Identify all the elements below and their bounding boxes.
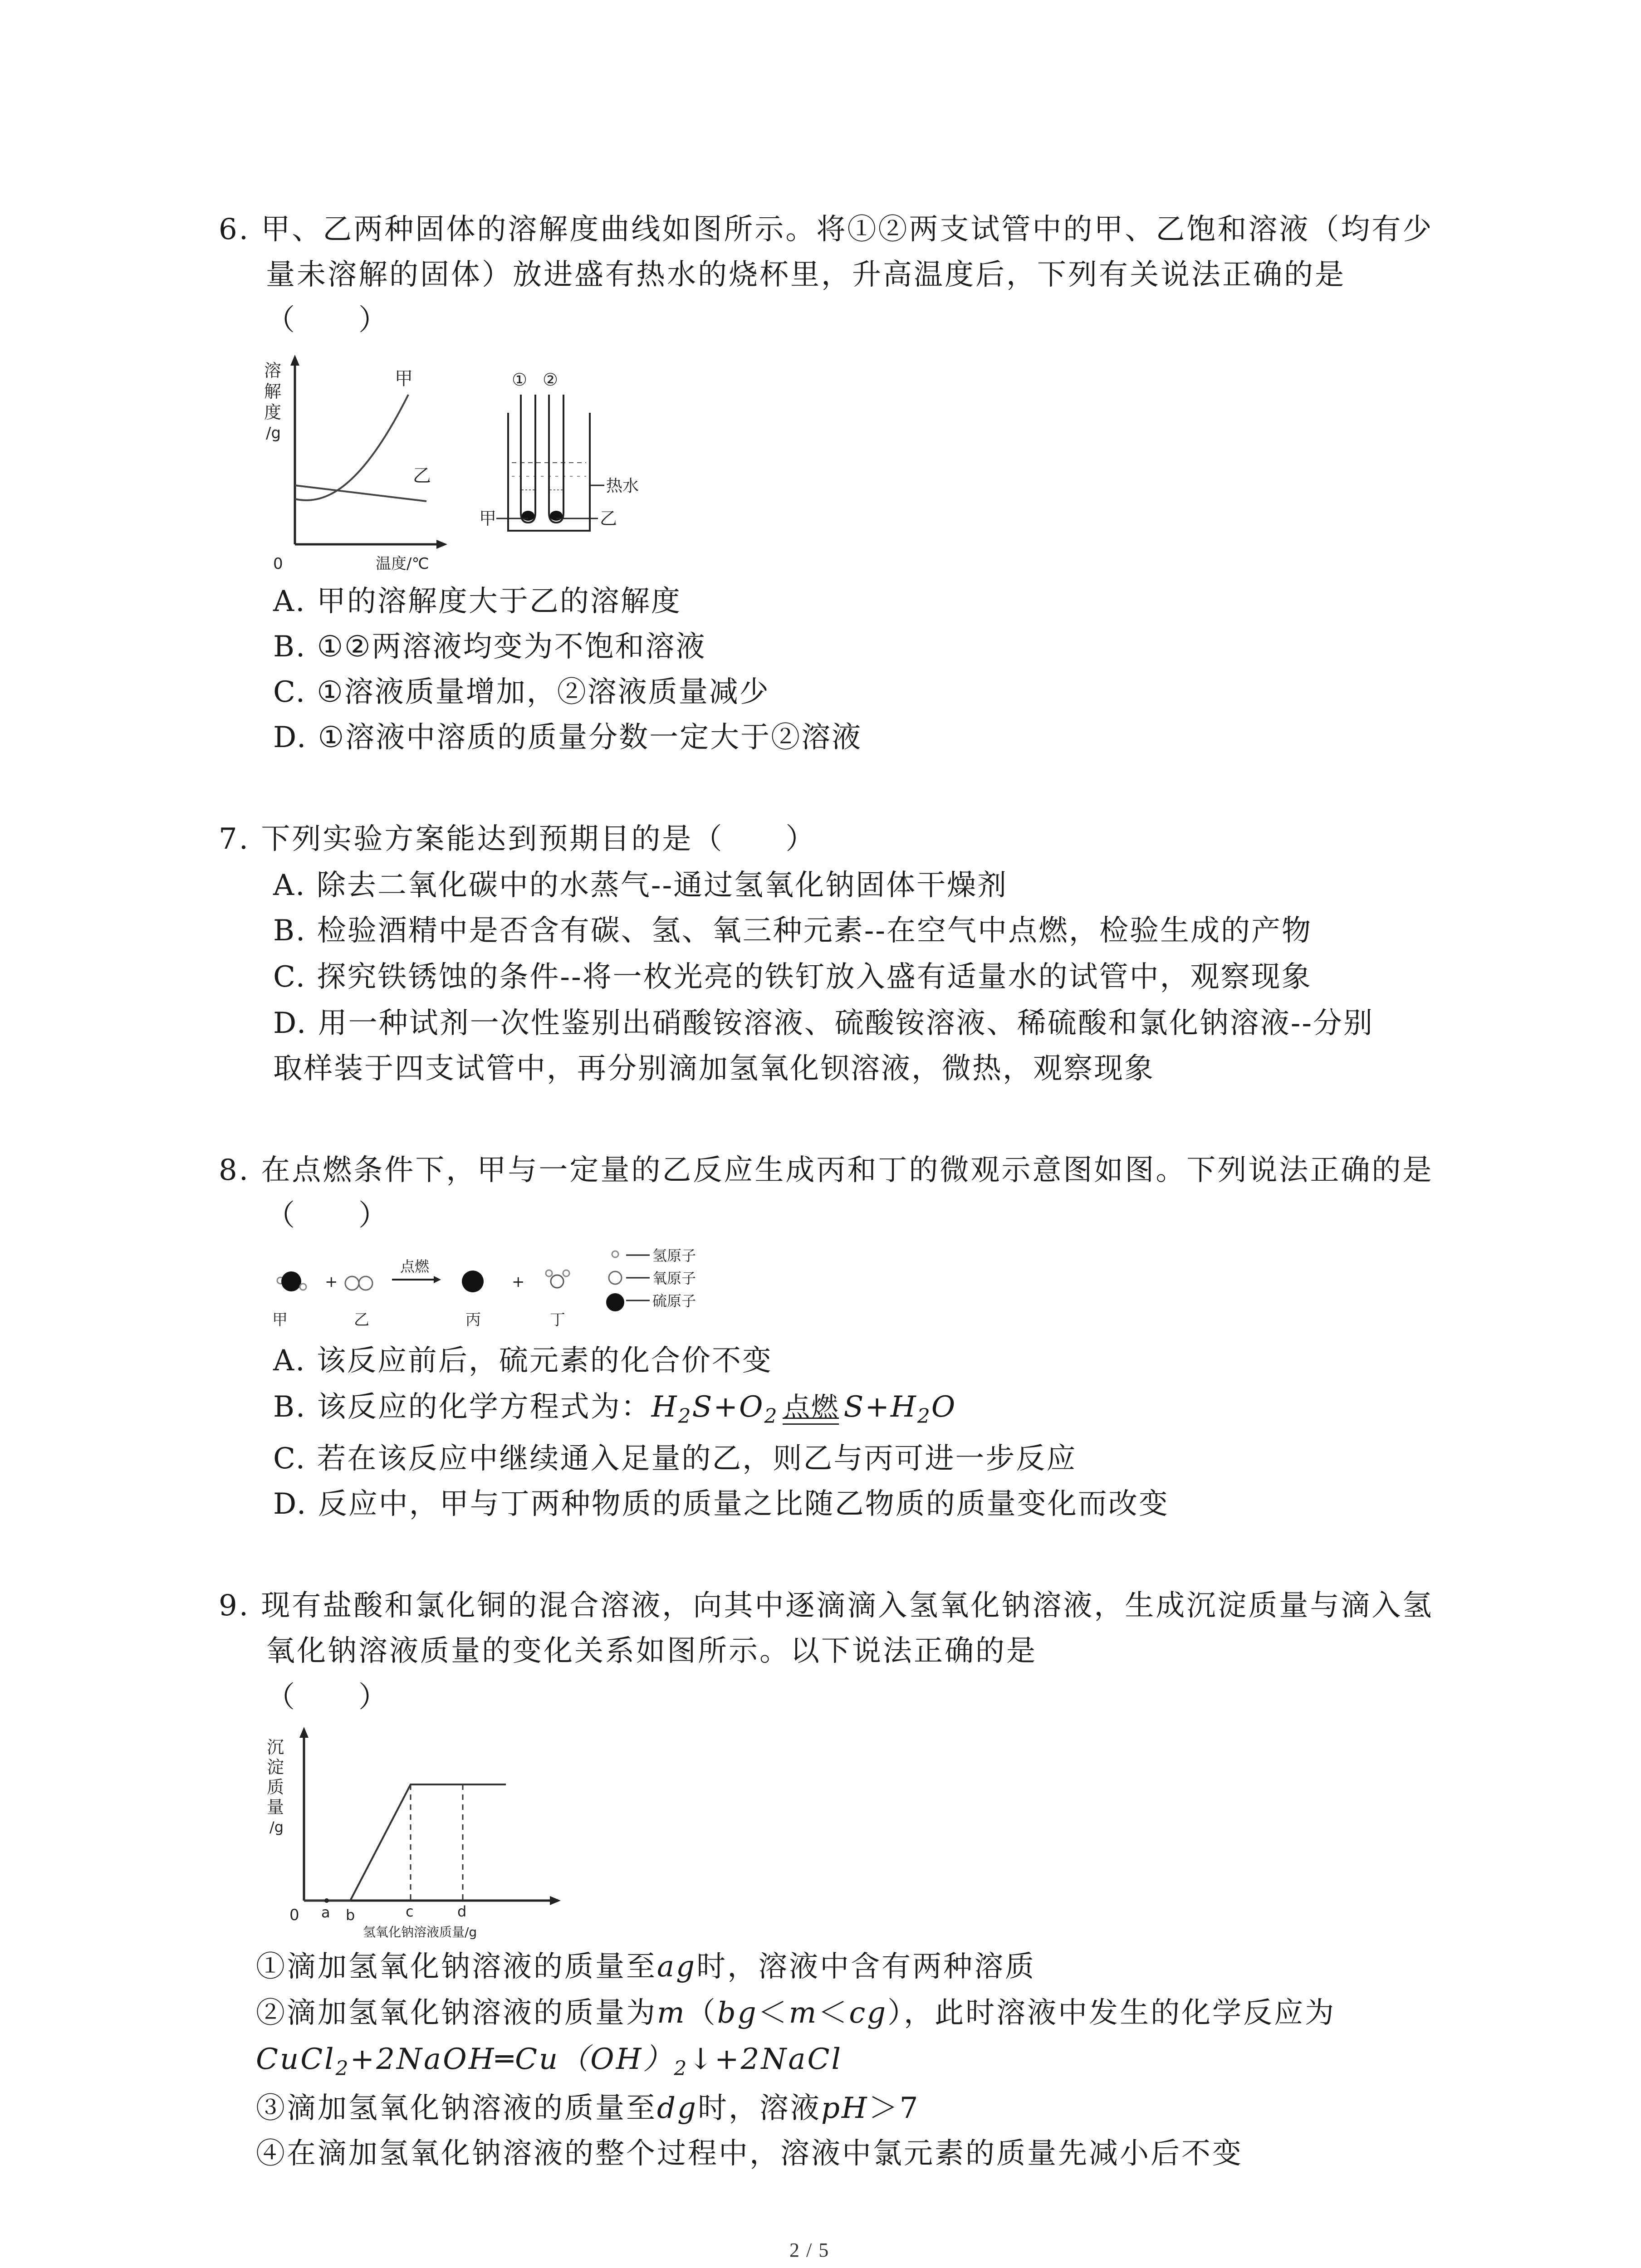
q8-label-yi: 乙 (354, 1311, 369, 1329)
q6-y-label-1: 溶 (264, 361, 282, 381)
q9-eq-a: CuCl (256, 2043, 336, 2076)
q6-tube-2 (549, 395, 563, 523)
page-number: 2 / 5 (789, 2239, 830, 2261)
q9-eq-e: ↓+2NaCl (688, 2043, 843, 2076)
q8-reaction-figure (263, 1245, 735, 1336)
q6-tube-2-label: ② (543, 370, 558, 390)
q6-option-b: B. ①②两溶液均变为不饱和溶液 (273, 630, 706, 664)
q9-s1-c: 时，溶液中含有两种溶质 (696, 1950, 1036, 1984)
q8-plus-1: + (325, 1273, 338, 1291)
q6-x-axis-arrow (436, 540, 447, 549)
q7-option-b: B. 检验酒精中是否含有碳、氢、氧三种元素--在空气中点燃，检验生成的产物 (273, 914, 1312, 948)
q9-s2-g: ＜ (818, 1996, 849, 2030)
q9-x-axis-arrow (550, 1896, 561, 1905)
q8-arrow-label: 点燃 (400, 1258, 430, 1275)
q9-s3-d: pH (821, 2092, 869, 2125)
q9-eq-d: 2 (674, 2057, 689, 2080)
q9-statement-2-equation (256, 2041, 843, 2087)
q8-legend-sulfur: 硫原子 (652, 1292, 696, 1310)
q8-legend-oxygen: 氧原子 (652, 1270, 696, 1287)
q9-statement-1 (256, 1949, 1036, 1985)
q6-option-a: A. 甲的溶解度大于乙的溶解度 (273, 585, 681, 618)
q8-legend-hydrogen-icon (612, 1251, 618, 1257)
q9-s1-b: ag (657, 1950, 697, 1984)
q9-s2-h: cg (849, 1996, 888, 2030)
q9-statement-2 (256, 1995, 1336, 2031)
q9-y-axis-arrow (299, 1727, 309, 1738)
q6-hot-water-label: 热水 (606, 477, 639, 495)
q8-option-c: C. 若在该反应中继续通入足量的乙，则乙与丙可进一步反应 (273, 1442, 1077, 1476)
q6-solubility-curve-plot (264, 355, 447, 573)
q9-statement-3 (256, 2090, 920, 2126)
q8-eq-condition (783, 1389, 839, 1426)
q9-point-a (324, 1898, 329, 1903)
q8-molecule-yi (345, 1276, 372, 1290)
q9-data-line (304, 1784, 506, 1901)
q8-legend-oxygen-icon (609, 1271, 622, 1284)
q8-plus-2: + (512, 1273, 525, 1291)
q8-molecule-ding (546, 1270, 569, 1288)
q9-statement-4: ④在滴加氢氧化钠溶液的整个过程中，溶液中氯元素的质量先减小后不变 (256, 2137, 1243, 2170)
q9-stem-line2: 氧化钠溶液质量的变化关系如图所示。以下说法正确的是 (266, 1634, 1037, 1668)
q6-stem-line1: 6. 甲、乙两种固体的溶解度曲线如图所示。将①②两支试管中的甲、乙饱和溶液（均有少 (219, 213, 1434, 246)
q7-stem: 7. 下列实验方案能达到预期目的是（ ） (219, 822, 817, 856)
q9-s3-b: dg (657, 2092, 698, 2125)
q8-option-b-prefix: B. 该反应的化学方程式为： (273, 1390, 652, 1424)
q9-tick-d: d (457, 1903, 467, 1920)
q9-eq-b: 2 (335, 2057, 350, 2080)
q9-stem-line1: 9. 现有盐酸和氯化铜的混合溶液，向其中逐滴滴入氢氧化钠溶液，生成沉淀质量与滴入氢 (219, 1589, 1434, 1623)
q8-label-ding: 丁 (550, 1311, 565, 1329)
q8-eq-rhs-sub: 2 (917, 1405, 931, 1428)
q7-option-d: D. 用一种试剂一次性鉴别出硝酸铵溶液、硫酸铵溶液、稀硫酸和氯化钠溶液--分别 (273, 1007, 1374, 1040)
q9-s2-d: bg (717, 1996, 758, 2030)
q7-option-a: A. 除去二氧化碳中的水蒸气--通过氢氧化钠固体干燥剂 (273, 869, 1008, 902)
q6-y-label-4: /g (266, 424, 281, 442)
q9-tick-a: a (321, 1904, 330, 1921)
q8-eq-h2s-sub: 2 (678, 1405, 692, 1428)
q6-y-label-2: 解 (264, 381, 282, 401)
q7-option-c: C. 探究铁锈蚀的条件--将一枚光亮的铁钉放入盛有适量水的试管中，观察现象 (273, 960, 1312, 994)
q9-y-label-3: 质 (267, 1777, 284, 1797)
q6-option-c: C. ①溶液质量增加，②溶液质量减少 (273, 675, 770, 709)
q9-s3-c: 时，溶液 (697, 2092, 821, 2125)
q8-eq-double-bar (783, 1418, 839, 1425)
q9-precipitate-chart (263, 1726, 581, 1944)
q6-x-label: 温度/℃ (376, 555, 429, 573)
q9-y-label-1: 沉 (267, 1737, 284, 1757)
q6-curve-yi-label: 乙 (413, 465, 431, 486)
q9-s2-c: （ (686, 1996, 717, 2030)
q6-answer-paren: （ ） (266, 303, 389, 337)
q8-eq-h2s-rest: S+O (692, 1390, 764, 1424)
q9-s2-i: ），此时溶液中发生的化学反应为 (887, 1996, 1336, 2030)
q6-curve-jia-label: 甲 (395, 368, 413, 389)
q6-origin-label: 0 (273, 555, 283, 573)
q9-s2-b: m (657, 1996, 686, 2030)
q9-s2-e: ＜ (758, 1996, 789, 2030)
q6-option-d: D. ①溶液中溶质的质量分数一定大于②溶液 (273, 721, 862, 754)
q6-y-label-3: 度 (264, 402, 282, 422)
q6-left-jia-label: 甲 (479, 508, 497, 528)
q8-eq-condition-text: 点燃 (783, 1392, 839, 1423)
q8-legend (606, 1247, 696, 1311)
q6-curve-jia (295, 395, 408, 500)
q6-right-yi-label: 乙 (600, 508, 617, 528)
q6-solid-yi (550, 511, 563, 521)
q6-stem-line2: 量未溶解的固体）放进盛有热水的烧杯里，升高温度后，下列有关说法正确的是 (266, 258, 1346, 292)
q8-option-d: D. 反应中，甲与丁两种物质的质量之比随乙物质的质量变化而改变 (273, 1487, 1169, 1521)
q8-eq-rhs-b: O (931, 1390, 957, 1424)
q8-eq-rhs-a: S+H (843, 1390, 917, 1424)
q9-y-label-5: /g (269, 1818, 284, 1836)
q7-option-d-cont: 取样装于四支试管中，再分别滴加氢氧化钡溶液，微热，观察现象 (273, 1052, 1155, 1085)
q6-y-axis-arrow (290, 355, 299, 366)
q8-legend-hydrogen: 氢原子 (652, 1247, 696, 1264)
q6-tube-1 (521, 395, 535, 523)
q9-s1-a: ①滴加氢氧化钠溶液的质量至 (256, 1950, 657, 1984)
q6-solid-jia (522, 511, 534, 521)
q9-s2-f: m (789, 1996, 818, 2030)
q8-option-b (273, 1389, 956, 1435)
q8-arrow-head (434, 1276, 441, 1283)
q9-y-label-2: 淀 (267, 1757, 284, 1777)
q9-s3-a: ③滴加氢氧化钠溶液的质量至 (256, 2092, 657, 2125)
q8-eq-o2-sub: 2 (764, 1405, 779, 1428)
q9-s2-a: ②滴加氢氧化钠溶液的质量为 (256, 1996, 657, 2030)
q6-solubility-figure (263, 354, 671, 581)
q8-label-bing: 丙 (465, 1311, 481, 1329)
q9-tick-c: c (406, 1903, 414, 1920)
q8-eq-h: H (651, 1390, 678, 1424)
q9-eq-c: +2NaOH═Cu（OH） (350, 2043, 674, 2076)
q6-beaker-diagram (479, 370, 639, 531)
q8-stem: 8. 在点燃条件下，甲与一定量的乙反应生成丙和丁的微观示意图如图。下列说法正确的是 (219, 1154, 1434, 1187)
q9-origin-label: 0 (289, 1906, 299, 1924)
q8-label-jia: 甲 (272, 1311, 288, 1329)
q8-molecule-bing (462, 1271, 484, 1292)
q8-answer-paren: （ ） (266, 1199, 389, 1232)
q9-x-label: 氢氧化钠溶液质量/g (363, 1925, 477, 1940)
q9-answer-paren: （ ） (266, 1681, 389, 1714)
q9-s3-e: ＞7 (868, 2092, 920, 2125)
q9-tick-b: b (346, 1906, 355, 1924)
q6-tube-1-label: ① (512, 370, 528, 390)
q9-y-label-4: 量 (267, 1797, 284, 1817)
q8-option-a: A. 该反应前后，硫元素的化合价不变 (273, 1344, 773, 1378)
q8-legend-sulfur-icon (606, 1293, 624, 1311)
q8-molecule-jia (277, 1271, 306, 1291)
